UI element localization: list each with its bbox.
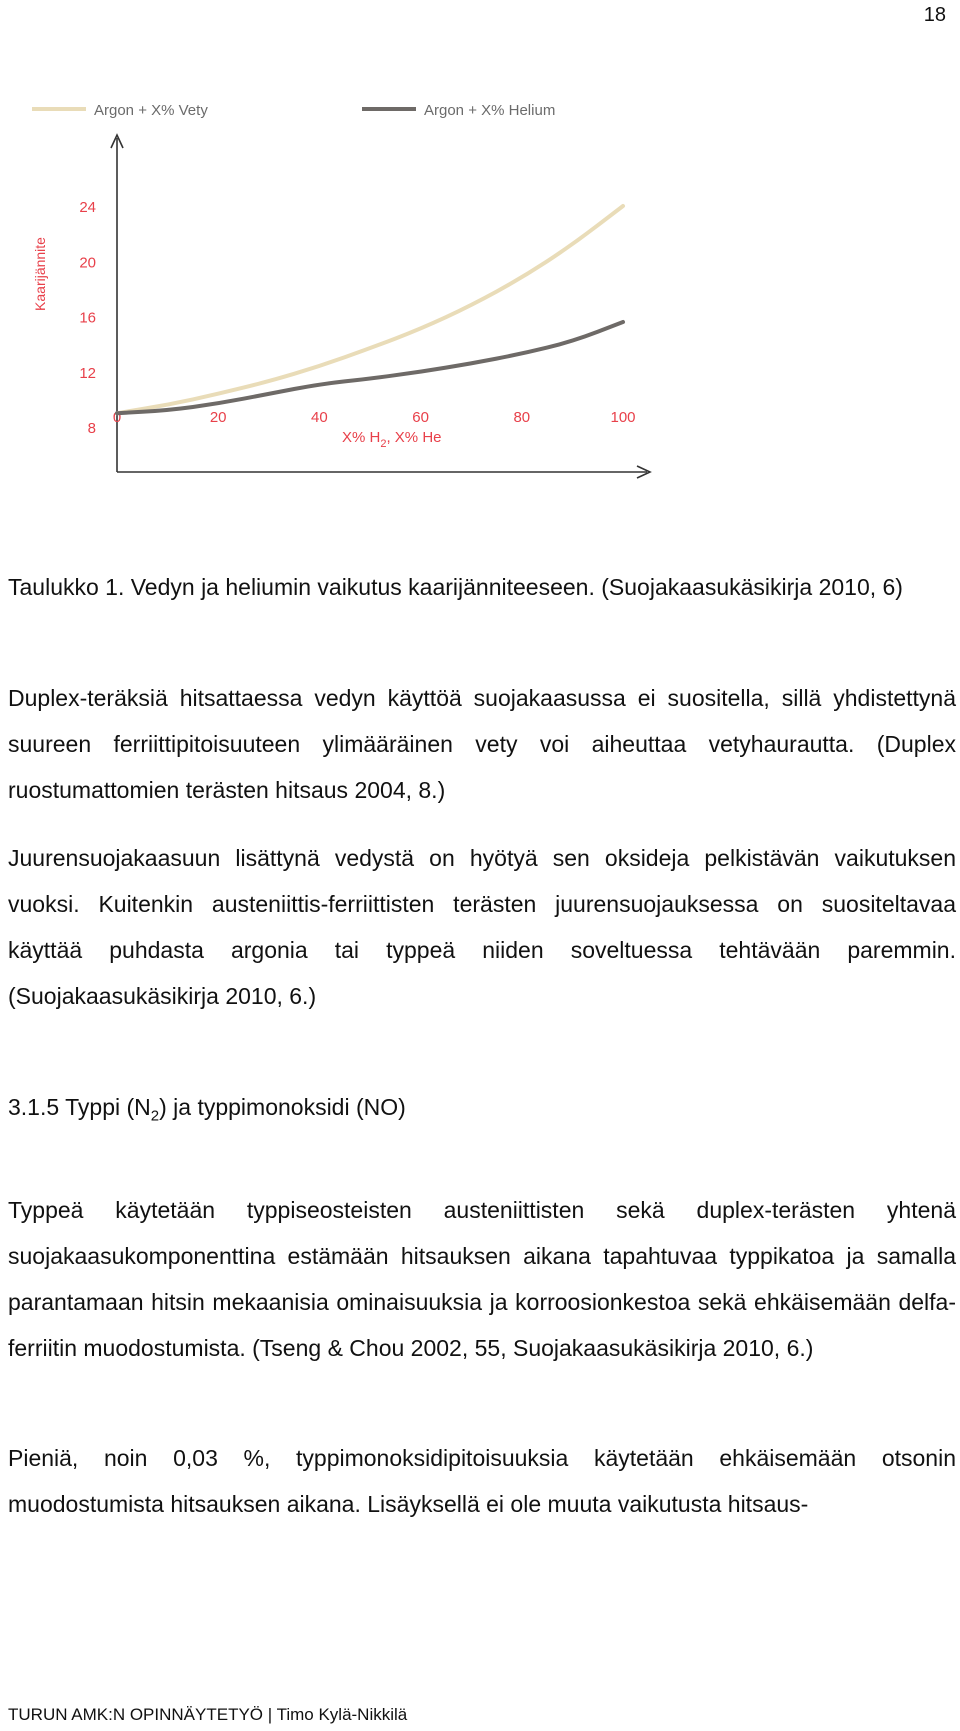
x-tick-3: 60 [412,409,429,426]
section-heading [8,1092,406,1132]
x-axis-label-main: X% H [342,429,381,446]
heading-prefix: 3.1.5 Typpi (N [8,1094,151,1120]
legend-label-0: Argon + X% Vety [94,102,208,119]
x-tick-0: 0 [112,409,122,426]
x-tick-4: 80 [513,409,531,426]
y-tick-1: 12 [79,364,96,382]
paragraph-nitric-oxide: Pieniä, noin 0,03 %, typpimonoksidipitoisuuksia käytetään ehkäisemään otsonin muodostumista hitsauksen aikana. Lisäyksellä ei ole muuta vaikutusta hitsaus- [8,1445,956,1517]
voltage-chart [20,90,720,530]
x-axis-label [342,429,442,450]
legend-label-1: Argon + X% Helium [424,102,556,119]
paragraph-root-shielding: Juurensuojakaasuun lisättynä vedystä on hyötyä sen oksideja pelkistävän vaikutuksen vuoksi. Kuitenkin austeniittis-ferriittisten terästen juurensuojauksessa on suositeltavaa käyttää puhdasta argonia tai typpeä niiden soveltuessa tehtävään paremmin. (Suojakaasukäsikirja 2010, 6.) [8,845,956,1009]
x-axis-label-sub: 2 [380,438,387,450]
x-axis-label-rest: , X% He [386,429,442,446]
y-tick-3: 20 [79,254,96,272]
table-caption: Taulukko 1. Vedyn ja heliumin vaikutus kaarijänniteeseen. (Suojakaasukäsikirja 2010, 6) [8,574,903,600]
x-tick-2: 40 [311,409,328,426]
y-axis-label: Kaarijännite [32,237,48,311]
heading-suffix: ) ja typpimonoksidi (NO) [159,1094,406,1120]
y-tick-4: 24 [79,199,96,216]
footer: TURUN AMK:N OPINNÄYTETYÖ | Timo Kylä-Nikkilä [8,1705,408,1724]
x-tick-5: 100 [610,409,636,426]
y-tick-2: 16 [79,309,96,327]
y-tick-0: 8 [87,420,96,437]
x-tick-1: 20 [209,409,227,426]
series-line-0 [117,206,623,413]
page-number: 18 [923,4,946,26]
paragraph-duplex: Duplex-teräksiä hitsattaessa vedyn käyttöä suojakaasussa ei suositella, sillä yhdistettynä suureen ferriittipitoisuuteen ylimääräinen vety voi aiheuttaa vetyhaurautta. (Duplex ruostumattomien terästen hitsaus 2004, 8.) [8,685,956,803]
paragraph-nitrogen: Typpeä käytetään typpiseosteisten austeniittisten sekä duplex-terästen yhtenä suojakaasukomponenttina estämään hitsauksen aikana tapahtuvaa typpikatoa ja samalla parantamaan hitsin mekaanisia ominaisuuksia ja korroosionkestoa sekä ehkäisemään delfa-ferriitin muodostumista. (Tseng & Chou 2002, 55, Suojakaasukäsikirja 2010, 6.) [8,1197,956,1361]
heading-sub: 2 [150,1107,160,1125]
